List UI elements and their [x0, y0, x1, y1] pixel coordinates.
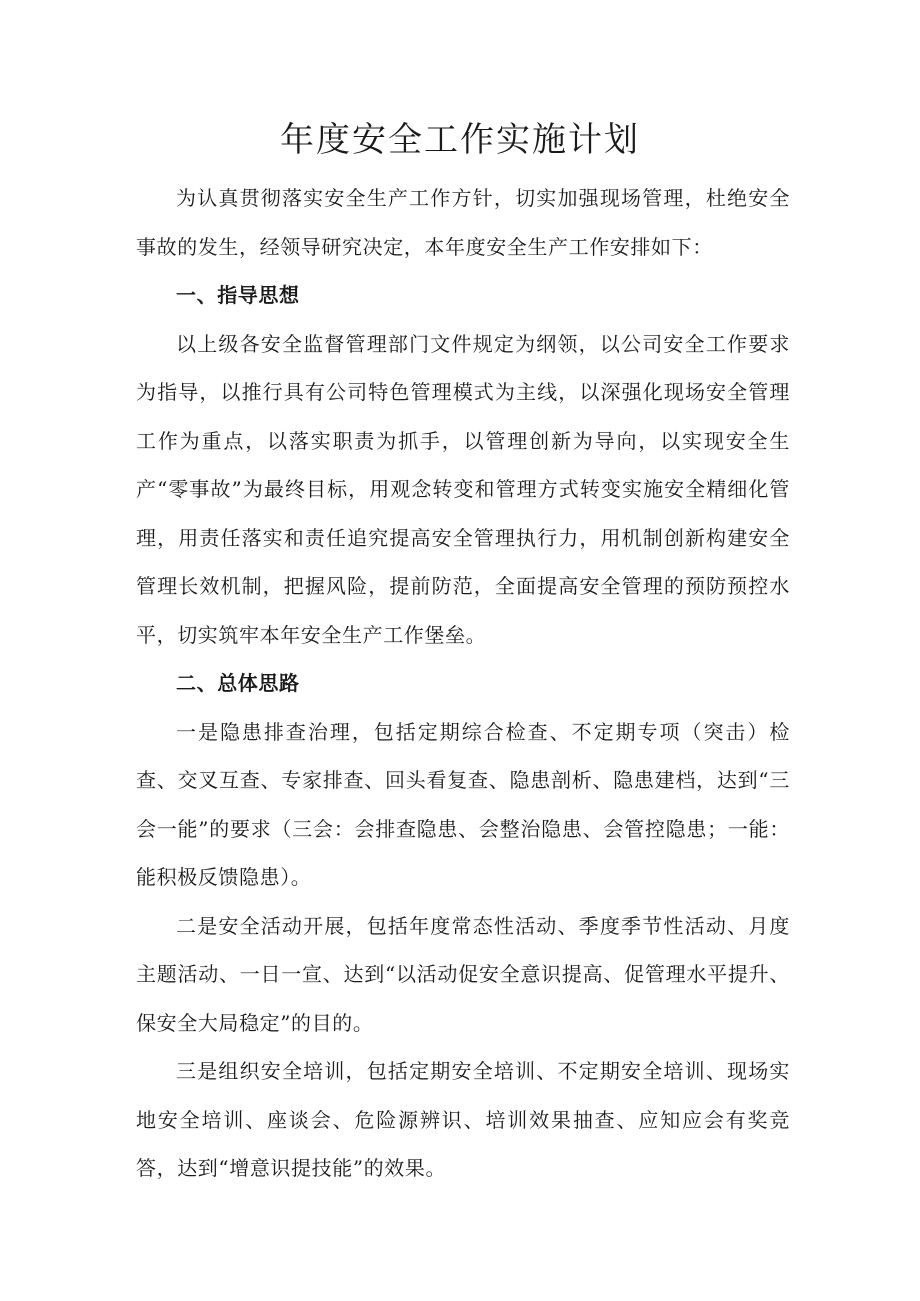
hazard-inspection-paragraph: 一是隐患排查治理，包括定期综合检查、不定期专项（突击）检查、交叉互查、专家排查、回头看复查、隐患剖析、隐患建档，达到“三会一能”的要求（三会：会排查隐患、会整治隐患、会管控隐患；一能：能积极反馈隐患）。 [136, 719, 790, 889]
section-heading-overall-approach: 二、总体思路 [176, 671, 300, 695]
intro-paragraph: 为认真贯彻落实安全生产工作方针，切实加强现场管理，杜绝安全事故的发生，经领导研究决定，本年度安全生产工作安排如下： [136, 186, 790, 259]
safety-activities-paragraph: 二是安全活动开展，包括年度常态性活动、季度季节性活动、月度主题活动、一日一宣、达到“以活动促安全意识提高、促管理水平提升、保安全大局稳定”的目的。 [136, 913, 790, 1035]
document-title: 年度安全工作实施计划 [280, 120, 640, 160]
section-heading-guiding-ideology: 一、指导思想 [176, 283, 300, 307]
safety-training-paragraph: 三是组织安全培训，包括定期安全培训、不定期安全培训、现场实地安全培训、座谈会、危险源辨识、培训效果抽查、应知应会有奖竞答，达到“增意识提技能”的效果。 [136, 1059, 790, 1180]
document-body [136, 174, 790, 1193]
guiding-ideology-paragraph: 以上级各安全监督管理部门文件规定为纲领，以公司安全工作要求为指导，以推行具有公司特色管理模式为主线，以深强化现场安全管理工作为重点，以落实职责为抓手，以管理创新为导向，以实现安全生产“零事故”为最终目标，用观念转变和管理方式转变实施安全精细化管理，用责任落实和责任追究提高安全管理执行力，用机制创新构建安全管理长效机制，把握风险，提前防范，全面提高安全管理的预防预控水平，切实筑牢本年安全生产工作堡垒。 [136, 331, 790, 647]
